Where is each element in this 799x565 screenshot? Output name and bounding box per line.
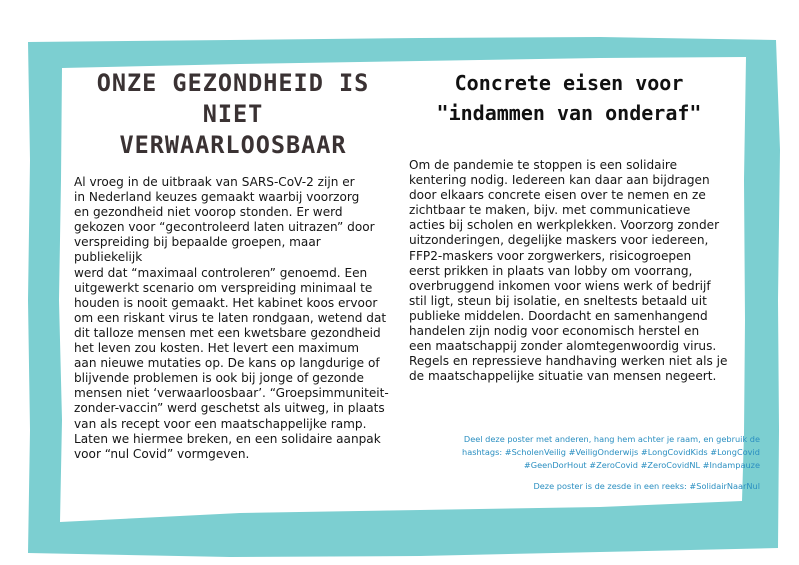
right-body-text: Om de pandemie te stoppen is een solidaire kentering nodig. Iedereen kan daar aan bijdragen door elkaars concrete eisen over te nemen en ze zichtbaar te maken, bijv. met communicatieve acties bij scholen en werkplekken. Voorzorg zonder uitzonderingen, degelijke maskers voor iedereen, FFP2-maskers voor zorgwerkers, risicogroepen eerst prikken in plaats van lobby om voorrang, overbruggend inkomen voor wiens werk of bedrijf stil ligt, steun bij isolatie, en sneltests betaald uit publieke middelen. Doordacht en samenhangend handelen zijn nodig voor economisch herstel en een maatschappij zonder alomtegenwoordig virus. Regels en repressieve handhaving werken niet als je de maatschappelijke situatie van mensen negeert. (409, 158, 728, 384)
right-column (409, 60, 729, 384)
share-line-1: Deel deze poster met anderen, hang hem achter je raam, en gebruik de (463, 434, 760, 444)
left-title-line2: VERWAARLOOSBAAR (119, 131, 347, 159)
left-body-text: Al vroeg in de uitbraak van SARS-CoV-2 zijn er in Nederland keuzes gemaakt waarbij voorzorg en gezondheid niet voorop stonden. Er werd gekozen voor “gecontroleerd laten uitrazen” door verspreiding bij bepaalde groepen, maar publiekelijk werd dat “maximaal controleren” genoemd. Een uitgewerkt scenario om verspreiding minimaal te houden is nooit gemaakt. Het kabinet koos ervoor om een riskant virus te laten rondgaan, wetend dat dit talloze mensen met een kwetsbare gezondheid het leven zou kosten. Het levert een maximum aan nieuwe mutaties op. De kans op langdurige of blijvende problemen is ook bij jonge of gezonde mensen niet ‘verwaarloosbaar’. “Groepsimmuniteit- zonder-vaccin” werd geschetst als uitweg, in plaats van als recept voor een maatschappelijke ramp. Laten we hiermee breken, en een solidaire aanpak voor “nul Covid” vormgeven. (74, 175, 389, 461)
right-title-line1: Concrete eisen voor (454, 71, 684, 95)
share-line-2: hashtags: #ScholenVeilig #VeiligOnderwijs #LongCovidKids #LongCovid (462, 447, 760, 457)
share-line-3: #GeenDorHout #ZeroCovid #ZeroCovidNL #Indampauze (523, 460, 760, 470)
right-title-line2: "indammen van onderaf" (436, 101, 702, 125)
left-column (74, 60, 392, 462)
left-title (77, 68, 389, 161)
left-title-line1: ONZE GEZONDHEID IS NIET (96, 69, 370, 128)
share-notes (420, 433, 760, 493)
right-title (409, 68, 729, 128)
series-note: Deze poster is de zesde in een reeks: #SolidairNaarNul (533, 481, 760, 491)
